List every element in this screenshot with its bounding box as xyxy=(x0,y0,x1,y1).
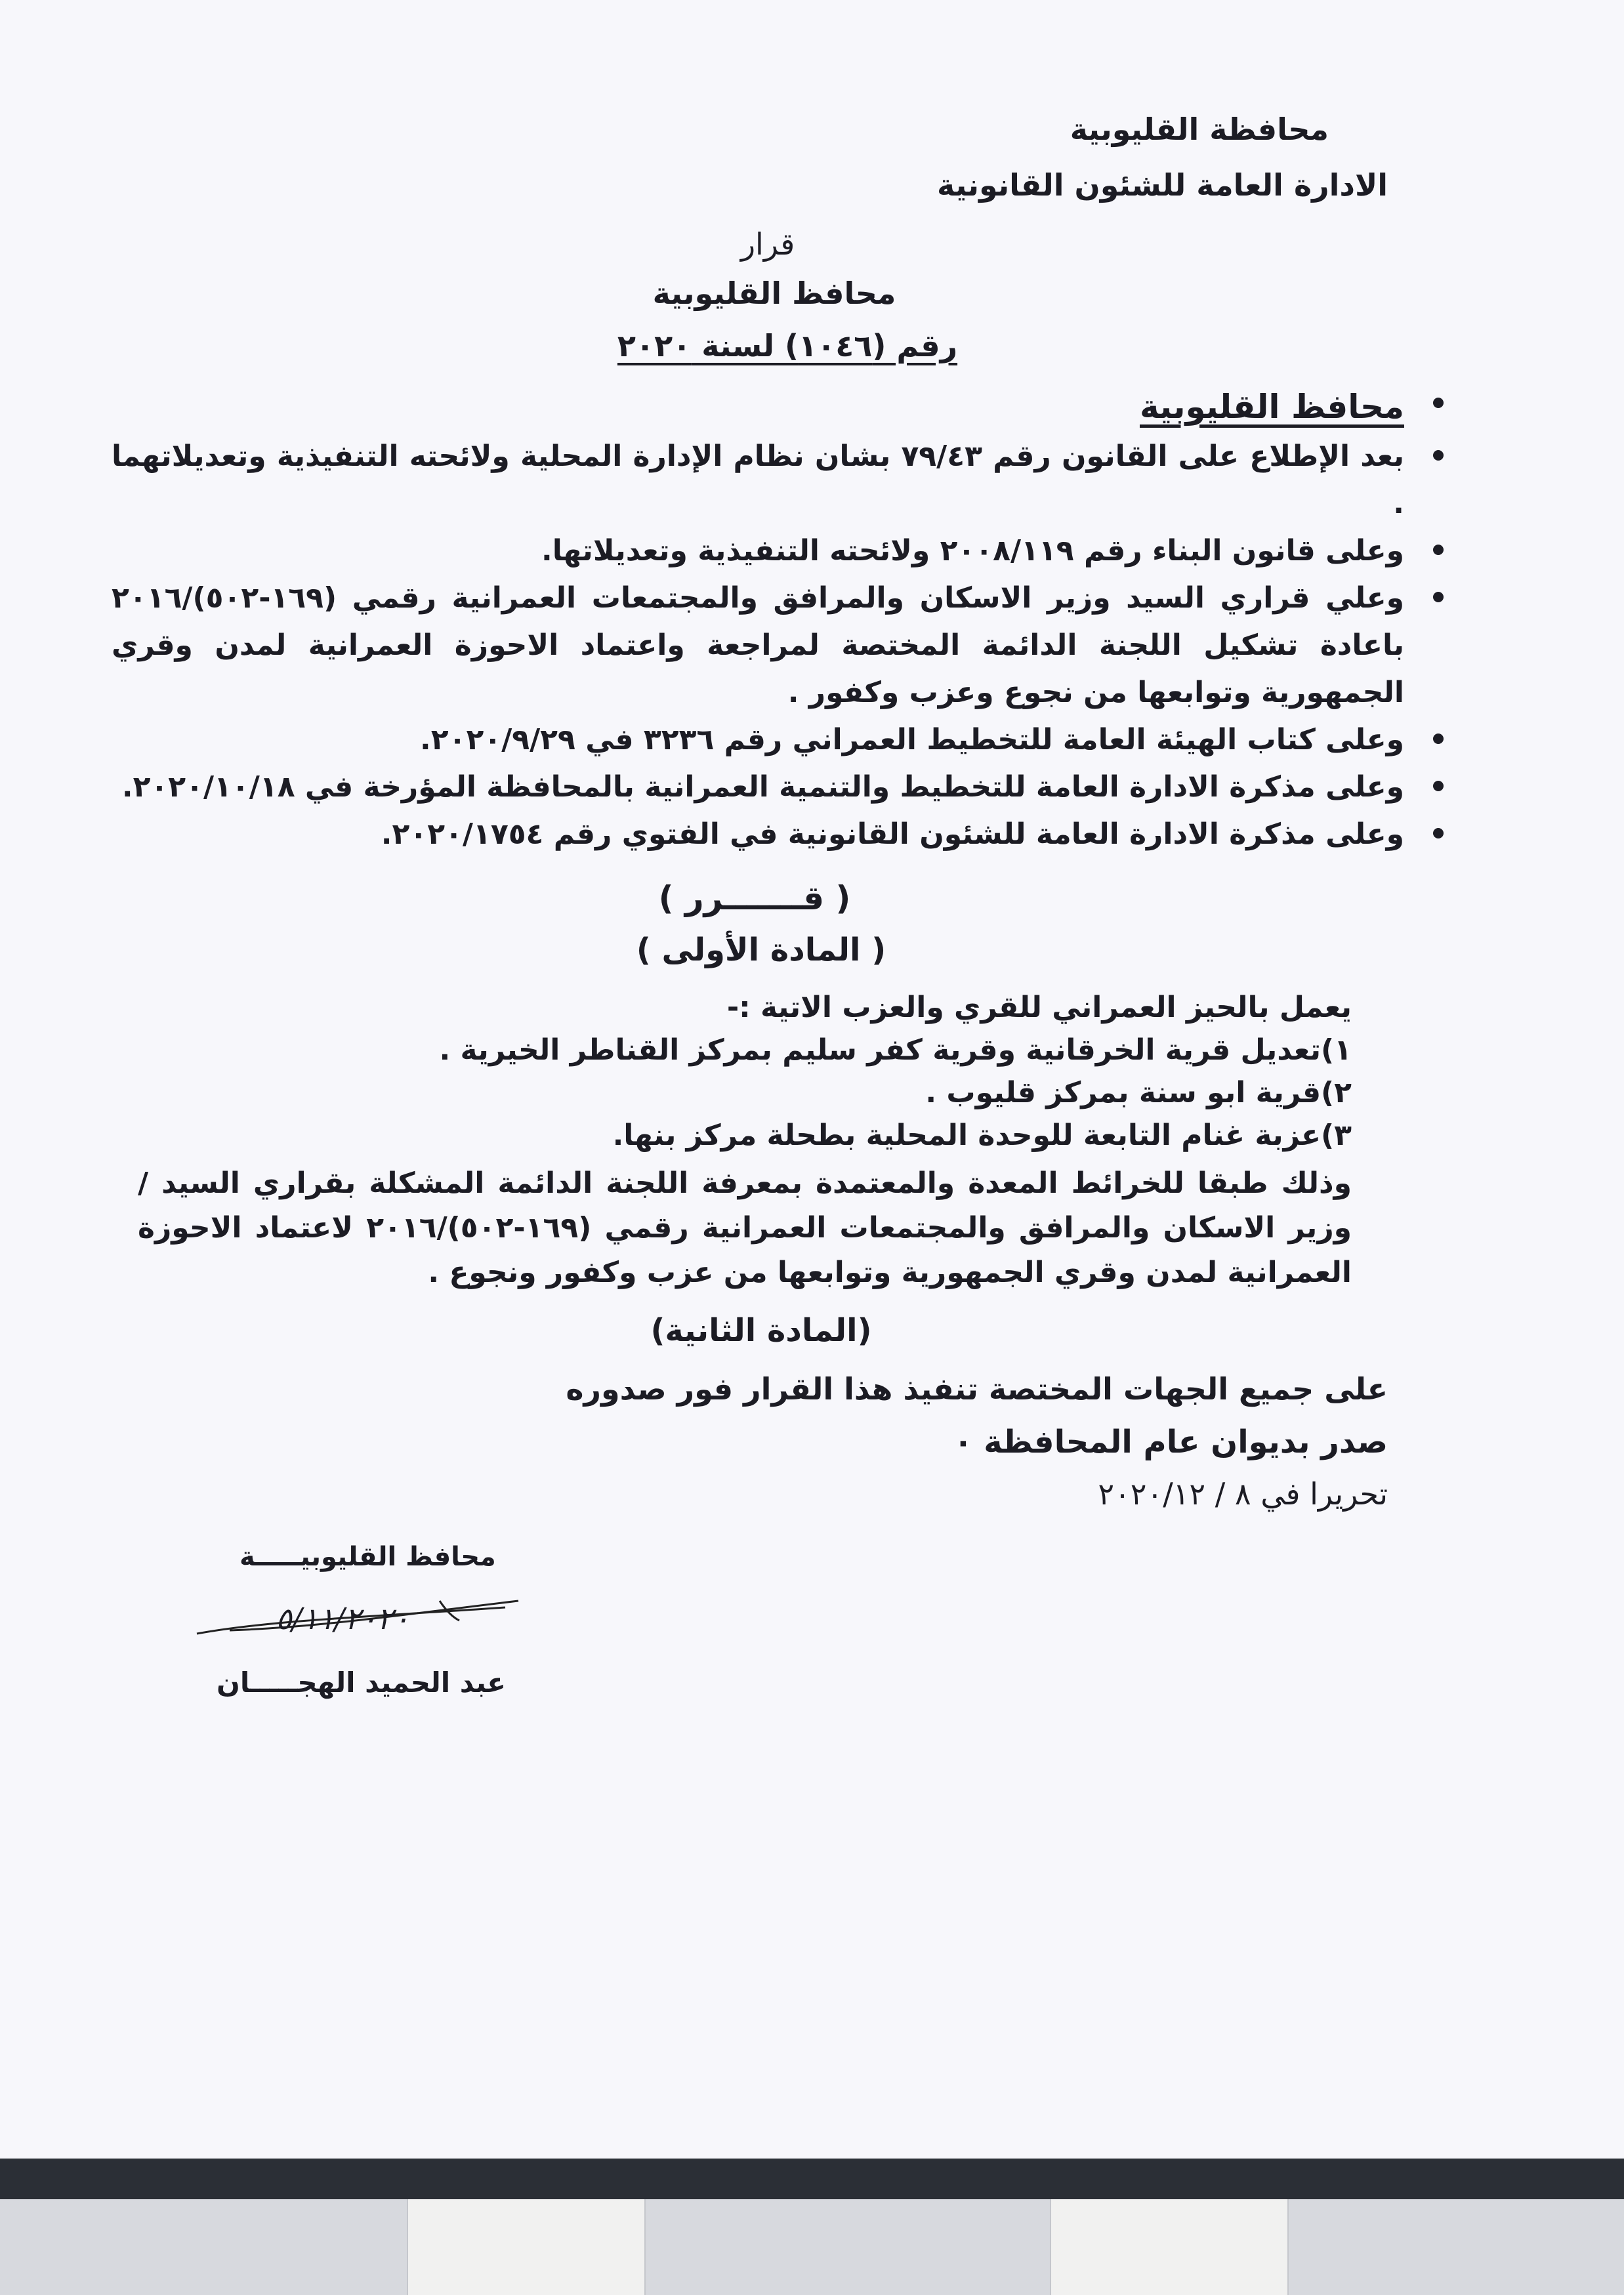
article1-heading: ( المادة الأولى ) xyxy=(636,932,886,968)
preamble-item: وعلى قانون البناء رقم ٢٠٠٨/١١٩ ولائحته التنفيذية وتعديلاتها. xyxy=(112,527,1444,575)
signature-name: عبد الحميد الهجـــــان xyxy=(217,1666,506,1699)
article1-intro: يعمل بالحيز العمراني للقري والعزب الاتية :- xyxy=(726,991,1352,1024)
decides-heading: ( قـــــــرر ) xyxy=(658,879,851,917)
preamble-item: بعد الإطلاع على القانون رقم ٧٩/٤٣ بشان نظام الإدارة المحلية ولائحته التنفيذية وتعديلاتهما . xyxy=(112,433,1444,527)
decision-title: قرار xyxy=(740,226,795,262)
article1-item: ٣)عزبة غنام التابعة للوحدة المحلية بطحلة مركز بنها. xyxy=(612,1119,1352,1152)
scanner-clip-right xyxy=(1050,2199,1289,2295)
article1-closing: وذلك طبقا للخرائط المعدة والمعتمدة بمعرفة اللجنة الدائمة المشكلة بقراري السيد / وزير الاسكان والمرافق والمجتمعات العمرانية رقمي (١٦٩-٥٠٢)/٢٠١٦ لاعتماد الاحوزة العمرانية لمدن وقري الجمهورية وتوابعها من عزب وكفور ونجوع . xyxy=(138,1167,1352,1289)
article2-heading: (المادة الثانية) xyxy=(650,1312,872,1349)
scanner-frame-rail xyxy=(0,2199,1624,2295)
issued-text: صدر بديوان عام المحافظة ٠ xyxy=(953,1424,1388,1460)
article1-item: ١)تعديل قرية الخرقانية وقرية كفر سليم بمركز القناطر الخيرية . xyxy=(439,1033,1352,1067)
preamble-heading-text: محافظ القليوبية xyxy=(1139,388,1404,426)
preamble-item: وعلى مذكرة الادارة العامة للشئون القانونية في الفتوي رقم ٢٠٢٠/١٧٥٤. xyxy=(112,811,1444,858)
signature-title: محافظ القليوبيـــــة xyxy=(239,1542,496,1572)
scanner-frame-bar xyxy=(0,2159,1624,2199)
preamble-item: وعلى كتاب الهيئة العامة للتخطيط العمراني رقم ٣٢٣٦ في ٢٠٢٠/٩/٢٩. xyxy=(112,716,1444,764)
decision-number: رقم (١٠٤٦) لسنة ٢٠٢٠ xyxy=(617,328,958,363)
department-header: الادارة العامة للشئون القانونية xyxy=(937,167,1388,203)
date-text: تحريرا في ٨ / ٢٠٢٠/١٢ xyxy=(1098,1476,1388,1512)
article1-item: ٢)قرية ابو سنة بمركز قليوب . xyxy=(925,1076,1352,1109)
preamble-heading xyxy=(112,381,1444,433)
preamble xyxy=(112,381,1444,858)
governor-title: محافظ القليوبية xyxy=(652,276,896,311)
preamble-item: وعلى مذكرة الادارة العامة للتخطيط والتنمية العمرانية بالمحافظة المؤرخة في ٢٠٢٠/١٠/١٨. xyxy=(112,764,1444,811)
governorate-header: محافظة القليوبية xyxy=(1070,112,1329,147)
preamble-item: وعلي قراري السيد وزير الاسكان والمرافق والمجتمعات العمرانية رقمي (١٦٩-٥٠٢)/٢٠١٦ باعادة تشكيل اللجنة الدائمة المختصة لمراجعة واعتماد الاحوزة العمرانية لمدن وقري الجمهورية وتوابعها من نجوع وعزب وكفور . xyxy=(112,575,1444,716)
scanner-clip-left xyxy=(407,2199,646,2295)
signature-handwritten-date: ٥/١١/٢٠٢٠ xyxy=(276,1601,409,1636)
article2-text: على جميع الجهات المختصة تنفيذ هذا القرار فور صدوره xyxy=(566,1371,1388,1407)
